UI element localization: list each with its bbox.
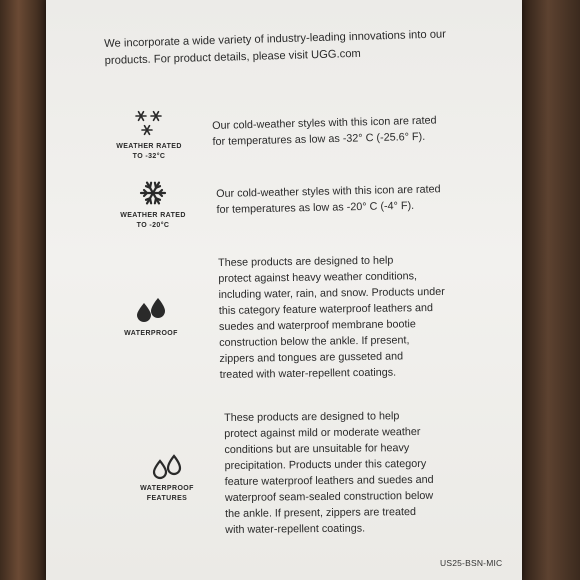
caption-weather-rated-20: WEATHER RATED TO -20°C [120,212,186,229]
text-waterproof-features: These products are designed to help protect against mild or moderate weather conditions but are unsuitable for heavy precipitation. Products under this category feature waterproof leathers and suedes and waterproof seam-sealed construction below the ankle. If present, zippers are treated with water-repellent coatings. [224,410,434,536]
snowflakes-small-icon [106,108,192,138]
text-weather-rated-20: Our cold-weather styles with this icon are rated for temperatures as low as -20° C (-4° F). [216,183,441,216]
wood-background-left [0,0,46,580]
info-card [46,0,522,580]
caption-weather-rated-32: WEATHER RATED TO -32°C [116,143,182,160]
caption-waterproof-features: WATERPROOF FEATURES [140,485,194,502]
text-weather-rated-32: Our cold-weather styles with this icon are rated for temperatures as low as -32° C (-25.6° F). [212,114,437,148]
snowflake-large-icon [110,178,196,208]
text-waterproof: These products are designed to help protect against heavy weather conditions, including water, rain, and snow. Products under this category feature waterproof leathers and suedes and waterproof membrane bootie construction below the ankle. If present, zippers and tongues are gusseted and treated with water-repellent coatings. [218,254,445,381]
outline-drops-icon [124,454,210,480]
caption-waterproof: WATERPROOF [124,330,178,337]
intro-text: We incorporate a wide variety of industry-leading innovations into our products. For product details, please visit UGG.com [104,28,447,67]
wood-background-right [522,0,580,580]
product-code: US25-BSN-MIC [440,558,503,568]
solid-drops-icon [108,297,194,323]
